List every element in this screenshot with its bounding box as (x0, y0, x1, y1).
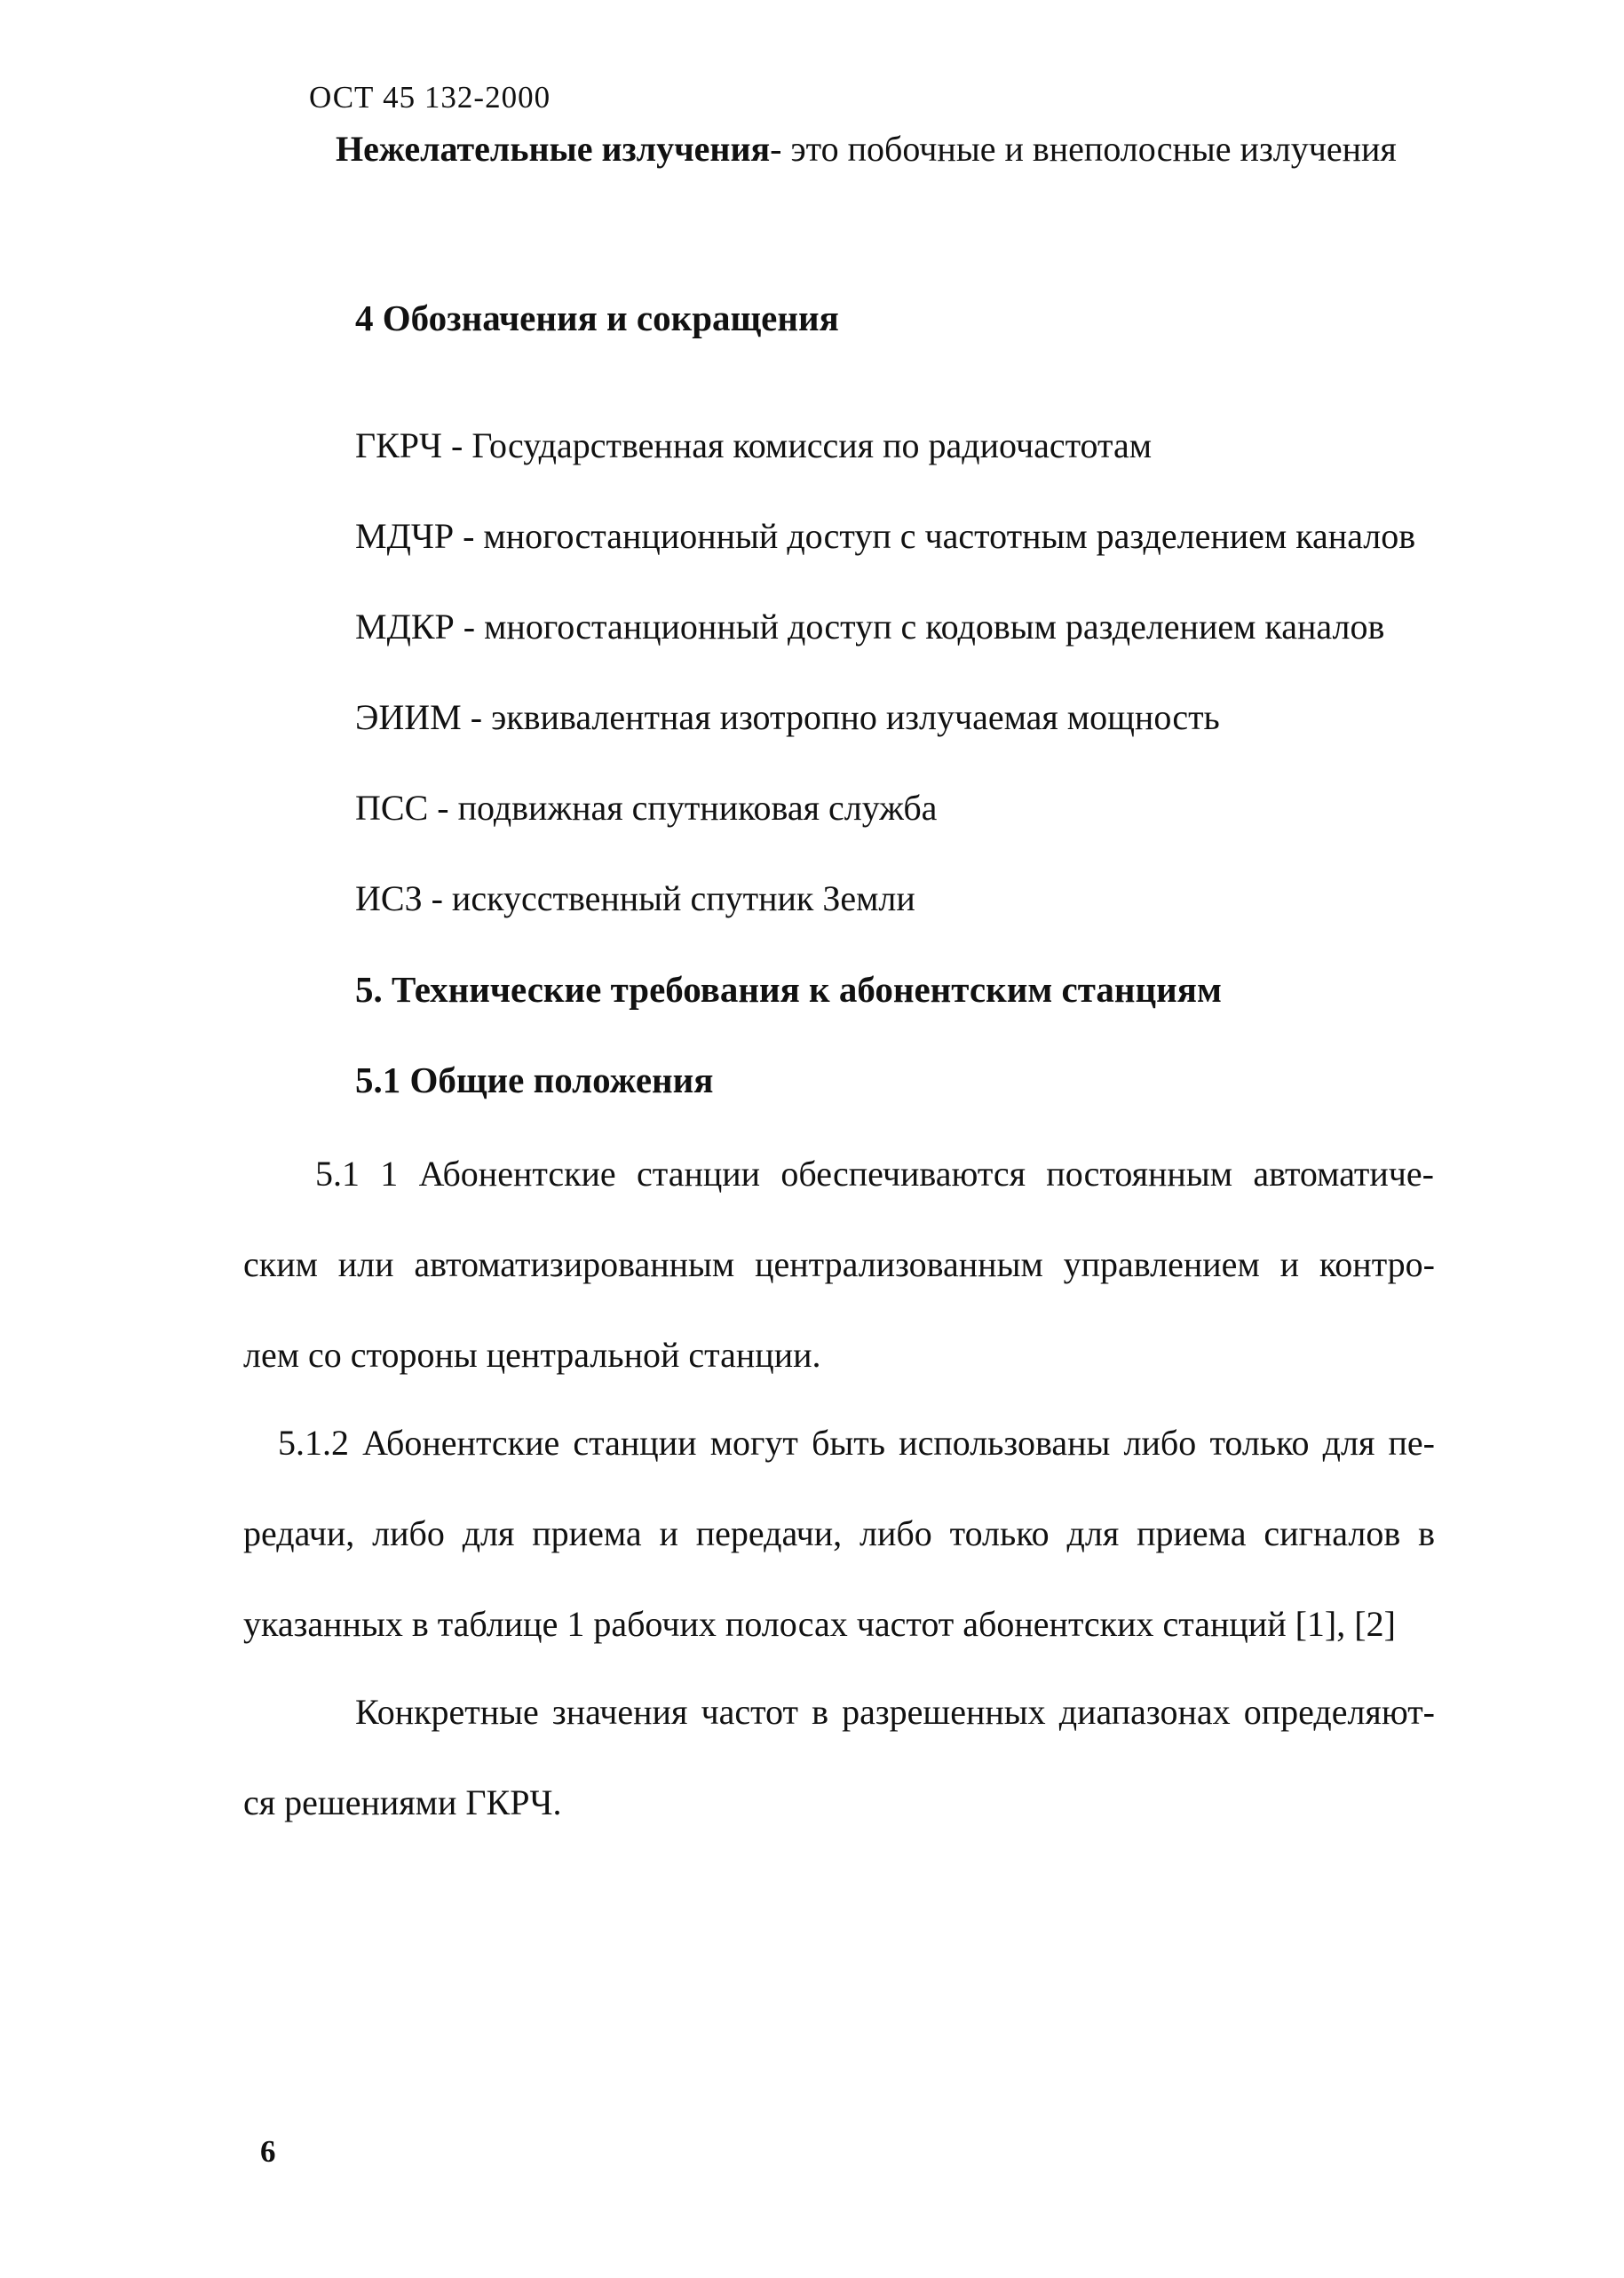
paragraph-5-1-2-line: указанных в таблице 1 рабочих полосах частот абонентских станций [1], [2] (243, 1604, 1396, 1644)
document-code: ОСТ 45 132-2000 (309, 80, 551, 115)
abbreviation-item: ГКРЧ - Государственная комиссия по радиочастотам (355, 425, 1153, 465)
definition-line (336, 131, 1397, 167)
definition-term: Нежелательные излучения (336, 129, 771, 169)
abbreviation-item: ЭИИМ - эквивалентная изотропно излучаемая мощность (355, 697, 1220, 737)
paragraph-5-1-1-line: лем со стороны центральной станции. (243, 1335, 821, 1375)
definition-text: - это побочные и внеполосные излучения (770, 129, 1397, 169)
paragraph-5-1-1-line: 5.1 1 Абонентские станции обеспечиваются постоянным автоматиче- (315, 1154, 1434, 1194)
paragraph-5-1-2-line: 5.1.2 Абонентские станции могут быть использованы либо только для пе- (278, 1423, 1435, 1463)
abbreviation-item: ПСС - подвижная спутниковая служба (355, 788, 938, 828)
paragraph-frequencies-line: ся решениями ГКРЧ. (243, 1782, 562, 1822)
abbreviation-item: МДЧР - многостанционный доступ с частотным разделением каналов (355, 516, 1416, 556)
abbreviation-item: ИСЗ - искусственный спутник Земли (355, 878, 915, 918)
paragraph-5-1-2-line: редачи, либо для приема и передачи, либо только для приема сигналов в (243, 1513, 1435, 1553)
paragraph-frequencies-line: Конкретные значения частот в разрешенных диапазонах определяют- (355, 1692, 1435, 1732)
section-5-heading: 5. Технические требования к абонентским станциям (355, 969, 1222, 1010)
section-4-heading: 4 Обозначения и сокращения (355, 298, 839, 338)
abbreviation-item: МДКР - многостанционный доступ с кодовым разделением каналов (355, 607, 1385, 647)
page-number: 6 (260, 2134, 276, 2169)
paragraph-5-1-1-line: ским или автоматизированным централизованным управлением и контро- (243, 1244, 1435, 1284)
section-5-1-heading: 5.1 Общие положения (355, 1060, 714, 1100)
